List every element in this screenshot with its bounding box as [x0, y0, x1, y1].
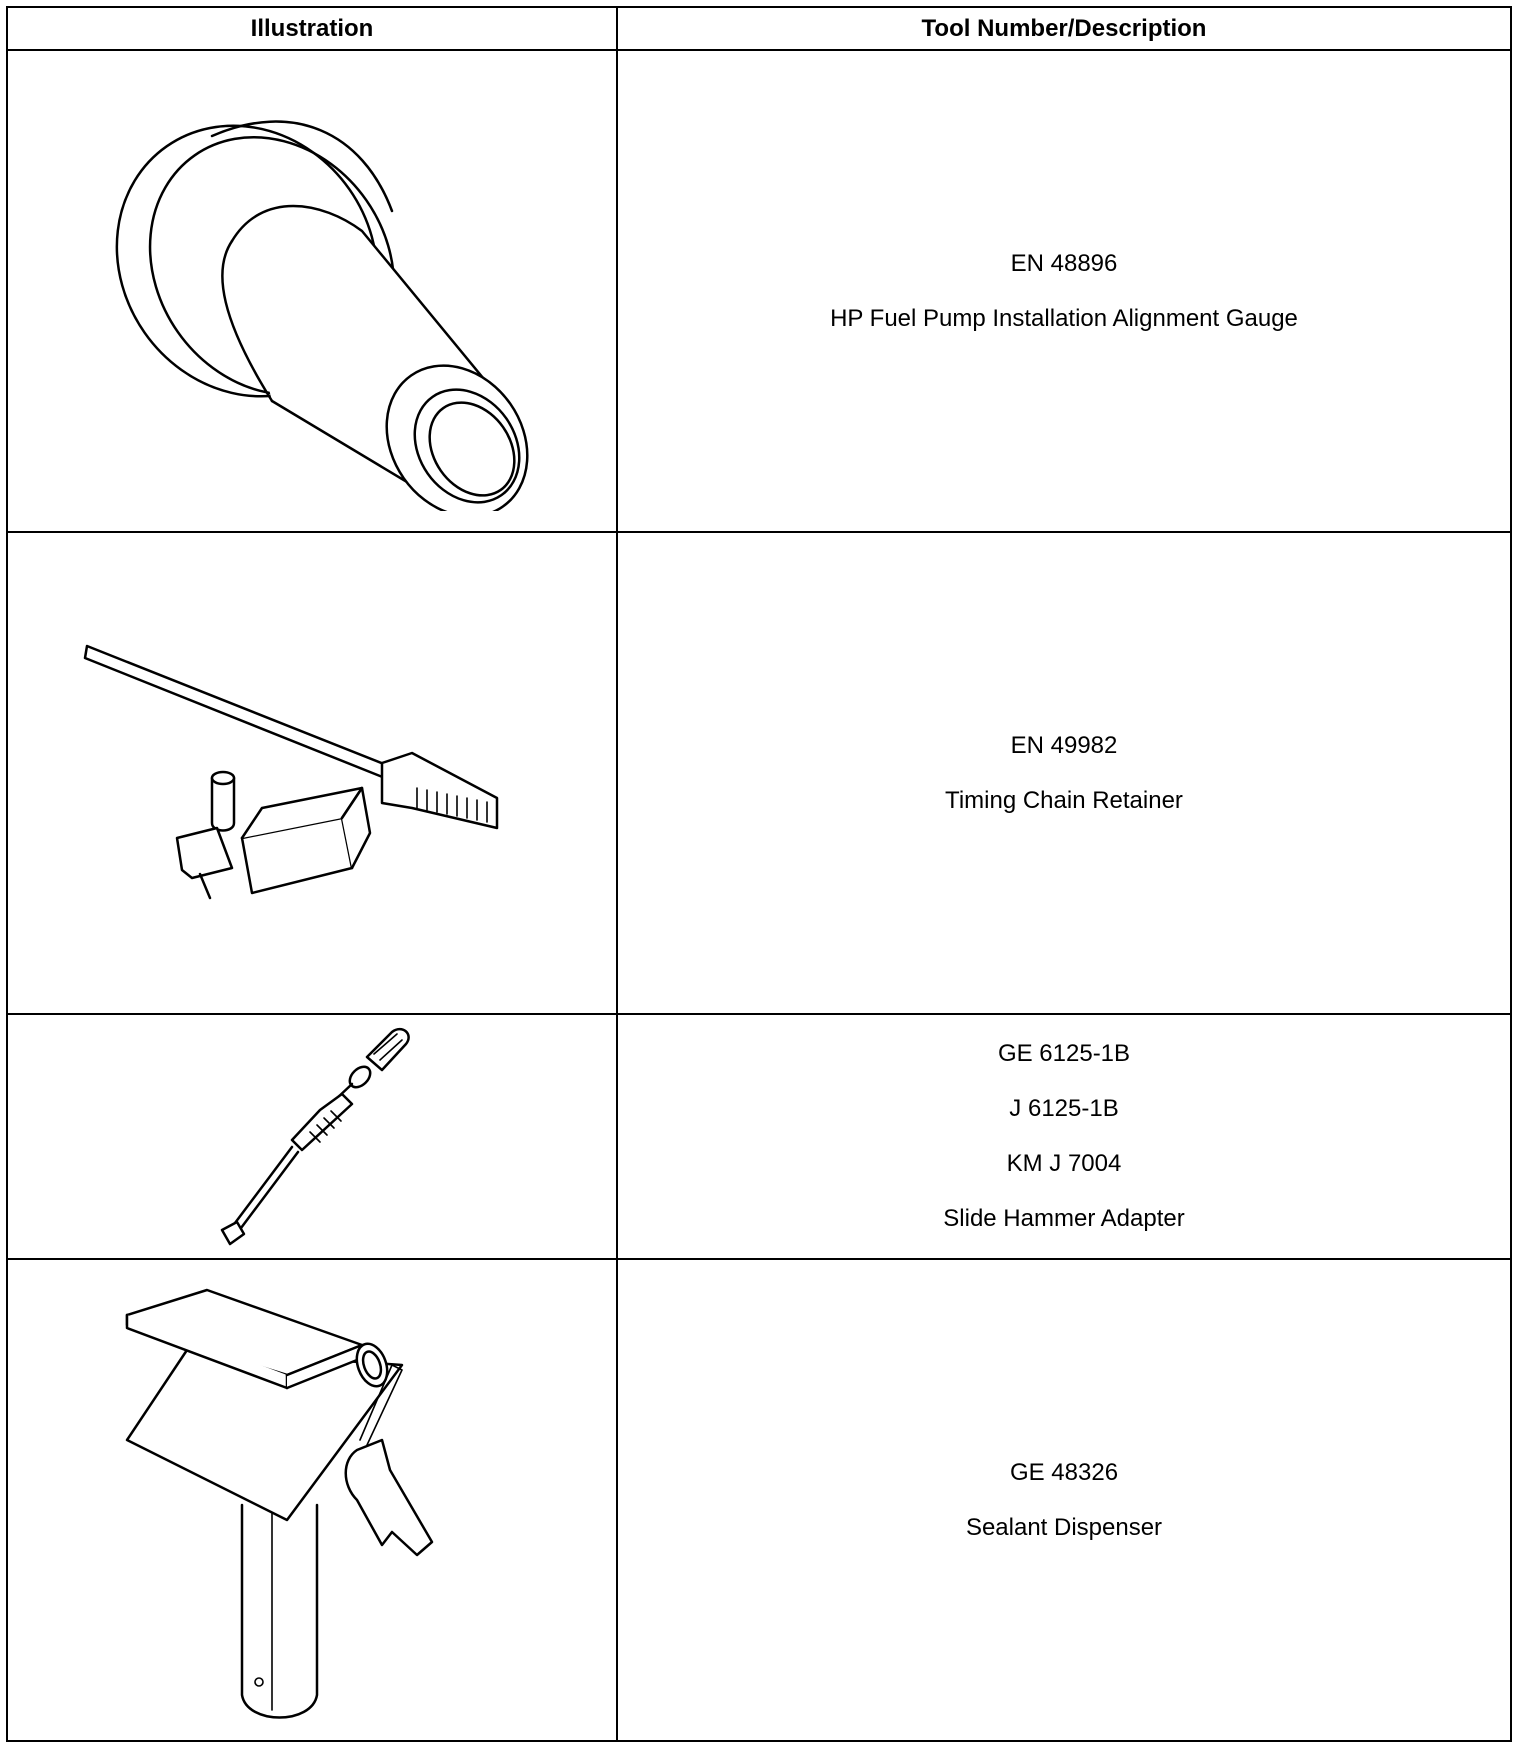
special-tools-table: [6, 6, 1512, 1732]
tools-table: [6, 6, 1512, 1742]
illustration-cell: [7, 1259, 617, 1741]
illustration-cell: [7, 50, 617, 532]
table-header-row: [7, 7, 1511, 50]
alignment-gauge-icon: [62, 71, 562, 511]
tool-number: GE 6125-1B: [997, 1040, 1131, 1067]
table-row: [7, 1014, 1511, 1259]
tool-description-cell: [617, 1014, 1511, 1259]
illustration-cell: [7, 532, 617, 1014]
sealant-dispenser-icon: [122, 1270, 502, 1730]
column-header-tool: Tool Number/Description: [617, 7, 1511, 50]
tool-description: Sealant Dispenser: [965, 1513, 1163, 1541]
tool-description: Slide Hammer Adapter: [943, 1205, 1185, 1232]
timing-chain-retainer-icon: [82, 638, 542, 908]
table-row: [7, 50, 1511, 532]
tool-number: EN 49982: [1010, 731, 1118, 759]
tool-description-cell: [617, 1259, 1511, 1741]
column-header-illustration: Illustration: [7, 7, 617, 50]
illustration-cell: [7, 1014, 617, 1259]
tool-description: HP Fuel Pump Installation Alignment Gauge: [830, 304, 1298, 332]
tool-description: Timing Chain Retainer: [945, 786, 1183, 814]
tool-number-alt: J 6125-1B: [1009, 1095, 1119, 1122]
slide-hammer-adapter-icon: [192, 1022, 432, 1252]
tool-number: EN 48896: [1010, 249, 1118, 277]
tool-description-cell: [617, 532, 1511, 1014]
tool-number: GE 48326: [1009, 1458, 1119, 1486]
tool-description-cell: [617, 50, 1511, 532]
table-row: [7, 532, 1511, 1014]
table-row: [7, 1259, 1511, 1741]
tool-number-alt: KM J 7004: [1006, 1150, 1122, 1177]
